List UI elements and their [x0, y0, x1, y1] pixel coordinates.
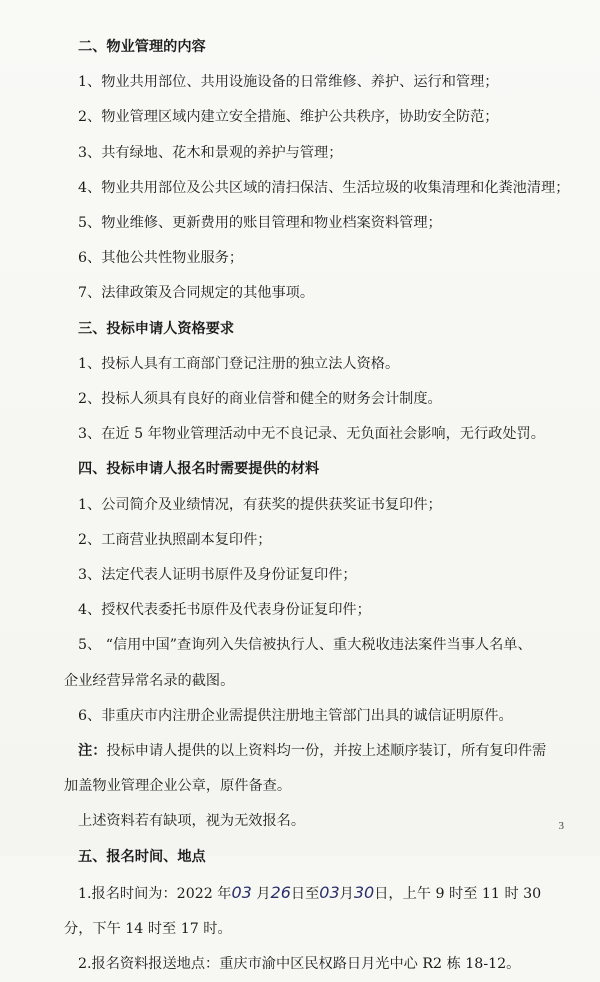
document-body	[64, 30, 570, 982]
list-item: 6、其他公共性物业服务；	[78, 250, 244, 267]
section-heading-4: 四、投标申请人报名时需要提供的材料	[78, 461, 320, 478]
list-item: 7、法律政策及合同规定的其他事项。	[78, 285, 315, 302]
list-item: 4、授权代表委托书原件及代表身份证复印件；	[78, 602, 371, 619]
registration-place: 2.报名资料报送地点：重庆市渝中区民权路日月光中心 R2 栋 18-12。	[78, 956, 521, 973]
registration-time-line1	[78, 875, 548, 912]
month-label: 月	[256, 885, 271, 902]
list-item: 1、物业共用部位、共用设施设备的日常维修、养护、运行和管理；	[78, 74, 499, 91]
list-item: 3、在近 5 年物业管理活动中无不良记录、无负面社会影响，无行政处罚。	[78, 426, 545, 443]
list-item: 1、公司简介及业绩情况，有获奖的提供获奖证书复印件；	[78, 496, 442, 513]
list-item: 2、投标人须具有良好的商业信誉和健全的财务会计制度。	[78, 391, 442, 408]
note-line1	[78, 734, 548, 769]
list-item: 2、工商营业执照副本复印件；	[78, 531, 272, 548]
handwritten-month-start: 03	[231, 882, 252, 902]
section-heading-5: 五、报名时间、地点	[78, 848, 206, 865]
list-item: 3、法定代表人证明书原件及身份证复印件；	[78, 567, 357, 584]
registration-time-line2: 分，下午 14 时至 17 时。	[64, 921, 232, 938]
section-heading-2: 二、物业管理的内容	[78, 39, 206, 55]
time-prefix: 1.报名时间为：2022 年	[78, 885, 232, 902]
list-item: 2、物业管理区域内建立安全措施、维护公共秩序，协助安全防范；	[78, 109, 499, 126]
list-item: 6、非重庆市内注册企业需提供注册地主管部门出具的诚信证明原件。	[78, 707, 513, 724]
section-heading-3: 三、投标申请人资格要求	[78, 320, 235, 337]
list-item-5-line2: 企业经营异常名录的截图。	[64, 672, 235, 689]
list-item: 4、物业共用部位及公共区域的清扫保洁、生活垃圾的收集清理和化粪池清理；	[78, 179, 570, 196]
invalid-notice: 上述资料若有缺项，视为无效报名。	[78, 813, 306, 830]
note-label: 注：	[78, 743, 107, 760]
note-line2: 加盖物业管理企业公章，原件备查。	[64, 778, 292, 795]
list-item: 3、共有绿地、花木和景观的养护与管理；	[78, 144, 343, 161]
list-item: 5、物业维修、更新费用的账目管理和物业档案资料管理；	[78, 215, 442, 232]
note-text: 投标申请人提供的以上资料均一份，并按上述顺序装订，所有复印件需	[106, 743, 547, 760]
list-item-5-line1: 5、 “信用中国”查询列入失信被执行人、重大税收违法案件当事人名单、	[78, 637, 532, 654]
list-item: 1、投标人具有工商部门登记注册的独立法人资格。	[78, 355, 400, 372]
handwritten-day-end: 30	[353, 882, 375, 902]
time-suffix: 日，上午 9 时至 11 时 30	[374, 885, 542, 902]
handwritten-day-start: 26	[270, 882, 291, 902]
day-label: 日至	[290, 885, 320, 902]
page-number: 3	[558, 820, 564, 832]
handwritten-month-end: 03	[319, 882, 340, 902]
month-label: 月	[339, 885, 354, 902]
